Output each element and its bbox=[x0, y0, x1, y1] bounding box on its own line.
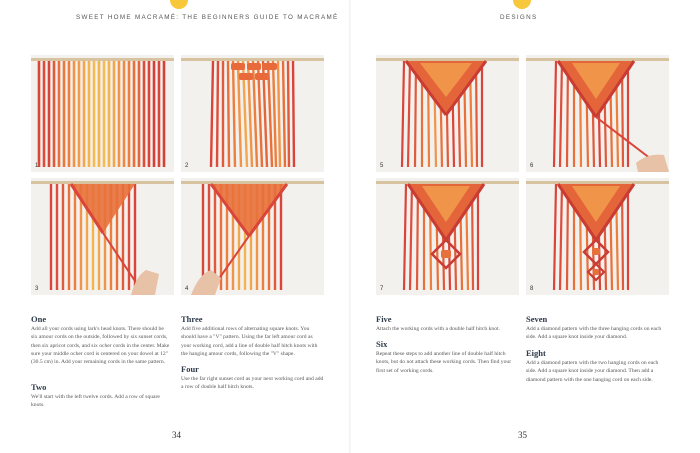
macrame-photo bbox=[526, 55, 669, 172]
step-title-one: One bbox=[31, 314, 47, 324]
step-text-three: Add five additional rows of alternating square knots. You should have a "V" pattern. Using the far left amour cord as your working cord, add a line of double half hitch knots with the hanging amour cords, following the "V" shape. bbox=[181, 326, 318, 357]
step-text-four: Use the far right sunset cord as your next working cord and add a row of double half hitch knots. bbox=[181, 376, 324, 391]
step-photo-1 bbox=[31, 55, 174, 172]
photo-number: 2 bbox=[185, 163, 189, 169]
macrame-photo bbox=[526, 178, 669, 295]
macrame-photo bbox=[181, 55, 324, 172]
photo-number: 3 bbox=[35, 286, 39, 292]
step-photo-5 bbox=[376, 55, 519, 172]
step-text-eight: Add a diamond pattern with the two hanging cords on each side. Add a square knot inside your diamond. Then add a diamond pattern with the one hanging cord on each side. bbox=[526, 360, 659, 383]
step-text-one: Add all your cords using lark's head knots. There should be six amour cords on the outside, followed by six sunset cords, then six apricot cords, and six ocher cords in the center. Make sure your middle ocher cord is centered on your dowel at 12" (30.5 cm) in. Add your remaining cords in the same pattern. bbox=[31, 326, 170, 366]
photo-number: 7 bbox=[380, 286, 384, 292]
step-title-four: Four bbox=[181, 364, 199, 374]
step-text-two: We'll start with the left twelve cords. Add a row of square knots. bbox=[31, 394, 160, 409]
step-text-seven: Add a diamond pattern with the three hanging cords on each side. Add a square knot inside your diamond. bbox=[526, 326, 662, 341]
macrame-photo bbox=[31, 178, 174, 295]
step-photo-4 bbox=[181, 178, 324, 295]
step-text-six: Repeat these steps to add another line of double half hitch knots, but do not attach these working cords. Then find your first set of working cords. bbox=[376, 351, 512, 374]
running-head: DESIGNS bbox=[500, 14, 538, 21]
photo-number: 5 bbox=[380, 163, 384, 169]
photo-number: 8 bbox=[530, 286, 534, 292]
step-title-seven: Seven bbox=[526, 314, 548, 324]
step-photo-7 bbox=[376, 178, 519, 295]
photo-number: 4 bbox=[185, 286, 189, 292]
step-text-five: Attach the working cords with a double half hitch knot. bbox=[376, 326, 500, 332]
step-title-six: Six bbox=[376, 339, 388, 349]
page-number: 35 bbox=[518, 430, 527, 440]
step-photo-6 bbox=[526, 55, 669, 172]
macrame-photo bbox=[181, 178, 324, 295]
step-photo-2 bbox=[181, 55, 324, 172]
step-title-three: Three bbox=[181, 314, 203, 324]
step-title-two: Two bbox=[31, 382, 47, 392]
right-page bbox=[350, 0, 700, 453]
step-photo-8 bbox=[526, 178, 669, 295]
step-title-five: Five bbox=[376, 314, 392, 324]
running-head: SWEET HOME MACRAMÉ: THE BEGINNERS GUIDE TO MACRAMÉ bbox=[76, 14, 339, 21]
step-photo-3 bbox=[31, 178, 174, 295]
accent-dot bbox=[513, 0, 531, 9]
photo-number: 1 bbox=[35, 163, 39, 169]
photo-number: 6 bbox=[530, 163, 534, 169]
macrame-photo bbox=[376, 55, 519, 172]
accent-dot bbox=[170, 0, 188, 9]
macrame-photo bbox=[376, 178, 519, 295]
step-title-eight: Eight bbox=[526, 348, 546, 358]
page-number: 34 bbox=[172, 430, 181, 440]
macrame-photo bbox=[31, 55, 174, 172]
